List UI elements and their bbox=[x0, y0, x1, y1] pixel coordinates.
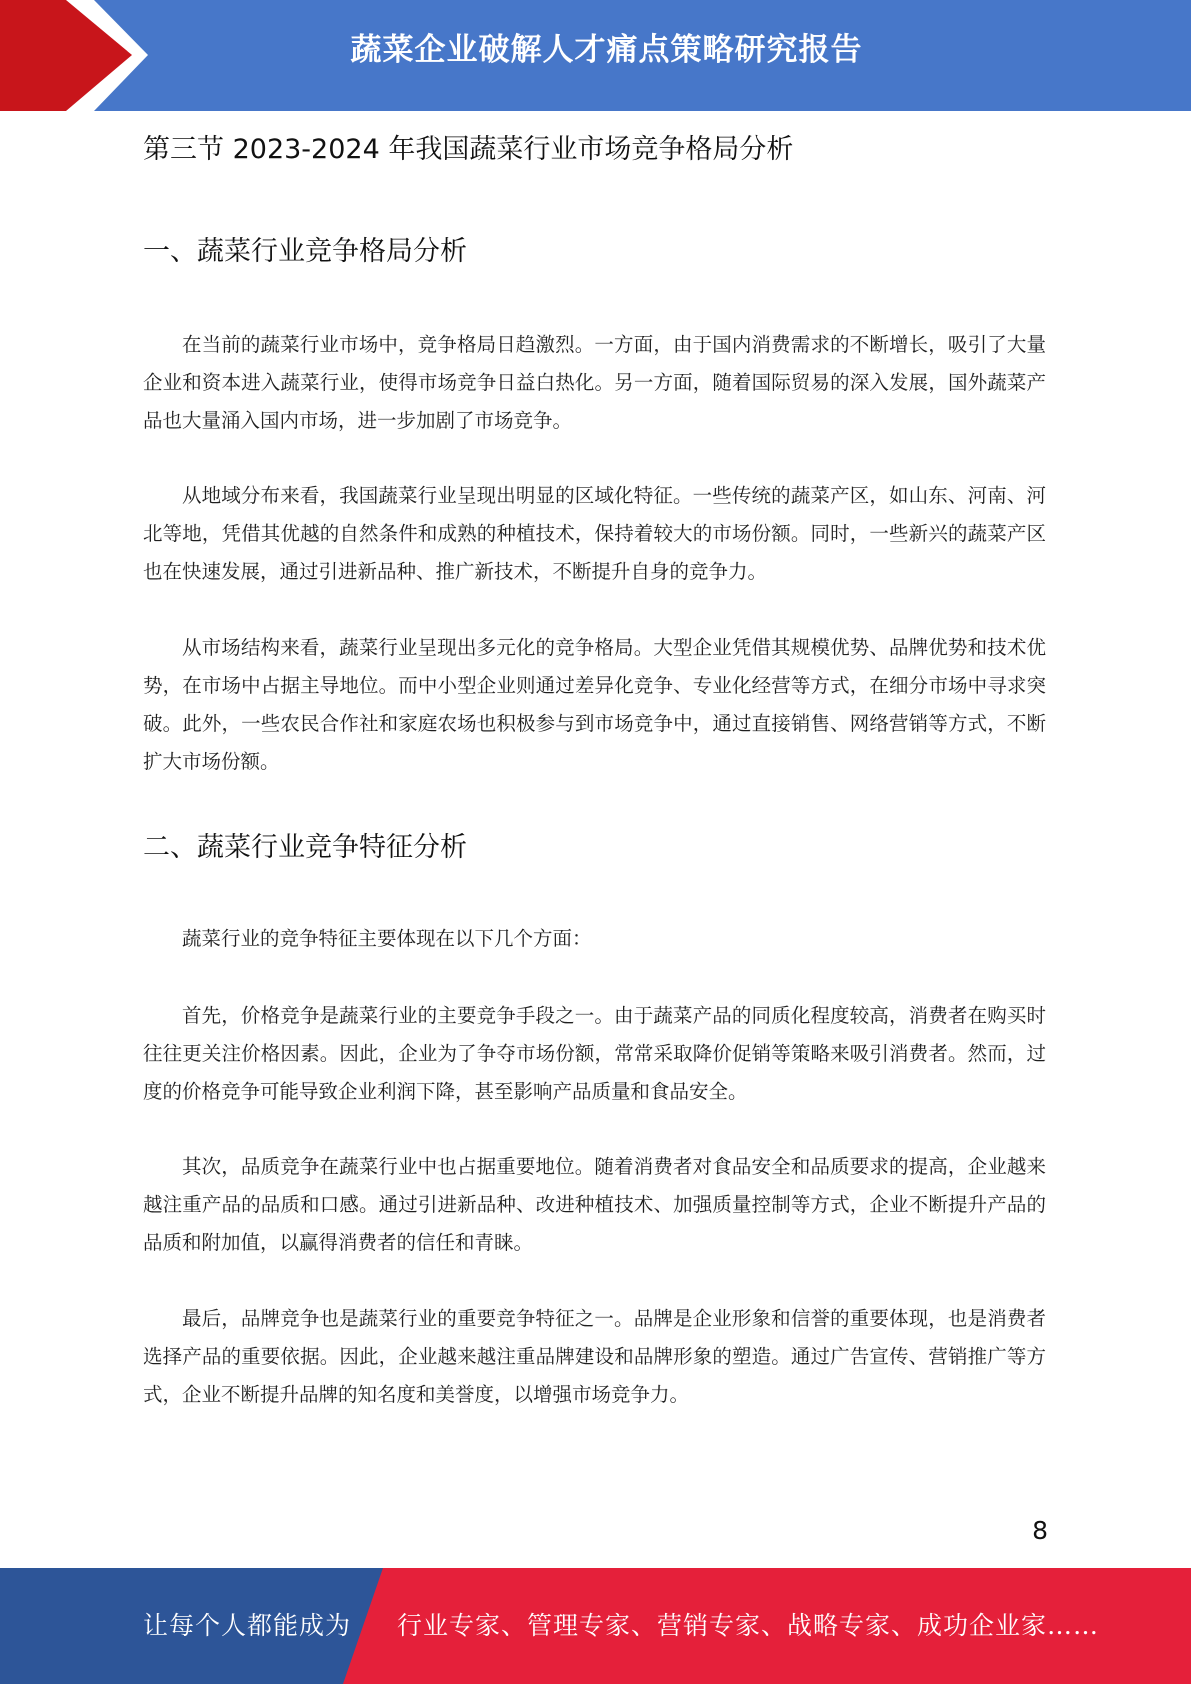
subsection-title-competition-features: 二、蔬菜行业竞争特征分析 bbox=[143, 832, 467, 863]
paragraph: 从市场结构来看，蔬菜行业呈现出多元化的竞争格局。大型企业凭借其规模优势、品牌优势和技术优势，在市场中占据主导地位。而中小型企业则通过差异化竞争、专业化经营等方式，在细分市场中寻求突破。此外，一些农民合作社和家庭农场也积极参与到市场竞争中，通过直接销售、网络营销等方式，不断扩大市场份额。 bbox=[143, 636, 1046, 773]
paragraph: 蔬菜行业的竞争特征主要体现在以下几个方面： bbox=[182, 927, 592, 950]
subsection-title-competition-pattern: 一、蔬菜行业竞争格局分析 bbox=[143, 236, 467, 267]
paragraph: 在当前的蔬菜行业市场中，竞争格局日趋激烈。一方面，由于国内消费需求的不断增长，吸引了大量企业和资本进入蔬菜行业，使得市场竞争日益白热化。另一方面，随着国际贸易的深入发展，国外蔬菜产品也大量涌入国内市场，进一步加剧了市场竞争。 bbox=[143, 333, 1046, 432]
footer-banner bbox=[0, 1568, 1191, 1684]
header-banner bbox=[0, 0, 1191, 111]
section-title: 第三节 2023-2024 年我国蔬菜行业市场竞争格局分析 bbox=[143, 134, 794, 165]
footer-slogan-left: 让每个人都能成为 bbox=[143, 1611, 352, 1640]
paragraph: 从地域分布来看，我国蔬菜行业呈现出明显的区域化特征。一些传统的蔬菜产区，如山东、河南、河北等地，凭借其优越的自然条件和成熟的种植技术，保持着较大的市场份额。同时，一些新兴的蔬菜产区也在快速发展，通过引进新品种、推广新技术，不断提升自身的竞争力。 bbox=[143, 484, 1046, 583]
report-title: 蔬菜企业破解人才痛点策略研究报告 bbox=[350, 32, 863, 68]
paragraph: 最后，品牌竞争也是蔬菜行业的重要竞争特征之一。品牌是企业形象和信誉的重要体现，也是消费者选择产品的重要依据。因此，企业越来越注重品牌建设和品牌形象的塑造。通过广告宣传、营销推广等方式，企业不断提升品牌的知名度和美誉度，以增强市场竞争力。 bbox=[143, 1307, 1046, 1406]
paragraph: 首先，价格竞争是蔬菜行业的主要竞争手段之一。由于蔬菜产品的同质化程度较高，消费者在购买时往往更关注价格因素。因此，企业为了争夺市场份额，常常采取降价促销等策略来吸引消费者。然而，过度的价格竞争可能导致企业利润下降，甚至影响产品质量和食品安全。 bbox=[143, 1004, 1046, 1103]
footer-slogan-right: 行业专家、管理专家、营销专家、战略专家、成功企业家…… bbox=[397, 1611, 1100, 1640]
page-number: 8 bbox=[1032, 1516, 1048, 1545]
paragraph: 其次，品质竞争在蔬菜行业中也占据重要地位。随着消费者对食品安全和品质要求的提高，企业越来越注重产品的品质和口感。通过引进新品种、改进种植技术、加强质量控制等方式，企业不断提升产品的品质和附加值，以赢得消费者的信任和青睐。 bbox=[143, 1155, 1046, 1254]
